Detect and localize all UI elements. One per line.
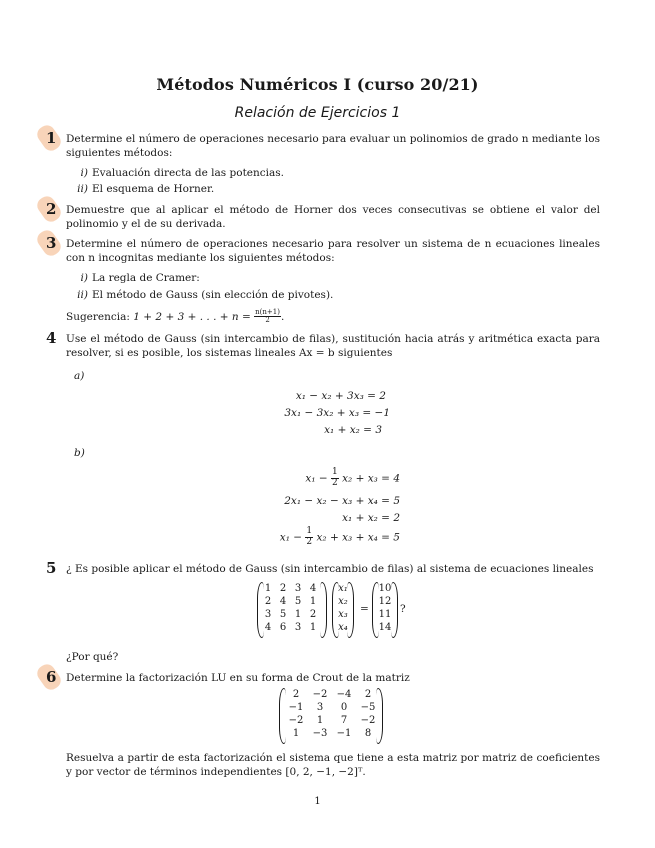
equation-a1: x₁ − x₂ + 3x₃ = 2 — [295, 390, 386, 402]
exercise-text: ¿ Es posible aplicar el método de Gauss (sin intercambio de filas) al sistema de ecuaciones lineales — [66, 563, 594, 575]
equation-b1: x₁ − $\frac{1}{2}$ x₂ + x₃ = 4 — [305, 467, 400, 488]
equals-sign: = — [360, 603, 369, 615]
exercise-2 — [46, 200, 608, 231]
equation-b3: x₁ + x₂ = 2 — [342, 512, 400, 524]
equation-b4: x₁ − $\frac{1}{2}$ x₂ + x₃ + x₄ = 5 — [279, 526, 400, 547]
exercise-number: 3 — [46, 234, 57, 252]
vector-x: x₁ x₂ x₃ x₄ — [332, 582, 354, 638]
vector-b: 10 12 11 14 — [372, 582, 398, 638]
hint: Sugerencia: 1 + 2 + 3 + . . . + n = $\frac{n(n+1)}{2}$ . — [66, 308, 285, 325]
exercise-number: 1 — [46, 129, 57, 147]
list-item: i) Evaluación directa de las potencias. — [80, 167, 284, 179]
matrix-a: 1 2 3 4 2 4 5 1 3 5 1 2 4 6 3 1 — [257, 582, 327, 638]
page-title: Métodos Numéricos I (curso 20/21) — [156, 75, 479, 94]
equation-b2: 2x₁ − x₂ − x₃ + x₄ = 5 — [284, 495, 400, 507]
exercise-text: Determine el número de operaciones necesario para resolver un sistema de n ecuaciones lineales con n incognitas mediante los siguientes métodos: — [66, 238, 600, 265]
exercise-text: Demuestre que al aplicar el método de Horner dos veces consecutivas se obtiene el valor del polinomio y el de su derivada. — [66, 204, 600, 231]
why-text: ¿Por qué? — [66, 651, 119, 663]
list-item: ii) El esquema de Horner. — [77, 183, 215, 195]
list-item: ii) El método de Gauss (sin elección de pivotes). — [77, 289, 334, 301]
exercise-text: Determine el número de operaciones necesario para evaluar un polinomios de grado n mediante los siguientes métodos: — [66, 133, 600, 160]
exercise-text: Use el método de Gauss (sin intercambio de filas), sustitución hacia atrás y aritmética exacta para resolver, si es posible, los sistemas lineales Ax = b siguientes — [66, 333, 600, 360]
exercise-1 — [46, 129, 608, 195]
page-number: 1 — [314, 796, 321, 807]
part-label: a) — [74, 370, 85, 382]
exercise-number: 4 — [46, 329, 57, 347]
question-mark: ? — [400, 603, 406, 615]
equation-a2: 3x₁ − 3x₂ + x₃ = −1 — [284, 407, 390, 419]
part-label: b) — [74, 447, 85, 459]
exercise-5 — [46, 559, 608, 577]
exercise-6-followup: Resuelva a partir de esta factorización el sistema que tiene a esta matriz por matriz de coeficientes y por vector de términos independientes [0, 2, −1, −2]ᵀ. — [66, 752, 600, 779]
equation-a3: x₁ + x₂ = 3 — [324, 424, 382, 436]
list-item: i) La regla de Cramer: — [80, 272, 200, 284]
exercise-4 — [46, 329, 608, 382]
exercise-3 — [46, 234, 608, 325]
exercise-number: 2 — [46, 200, 57, 218]
matrix-crout: 2 −2 −4 2 −1 3 0 −5 −2 1 7 −2 1 −3 −1 8 — [279, 688, 383, 744]
exercise-text: Determine la factorización LU en su forma de Crout de la matriz — [66, 672, 410, 684]
exercise-number: 6 — [46, 668, 57, 686]
exercise-6 — [46, 668, 608, 686]
exercise-number: 5 — [46, 559, 57, 577]
page-subtitle: Relación de Ejercicios 1 — [234, 105, 401, 121]
